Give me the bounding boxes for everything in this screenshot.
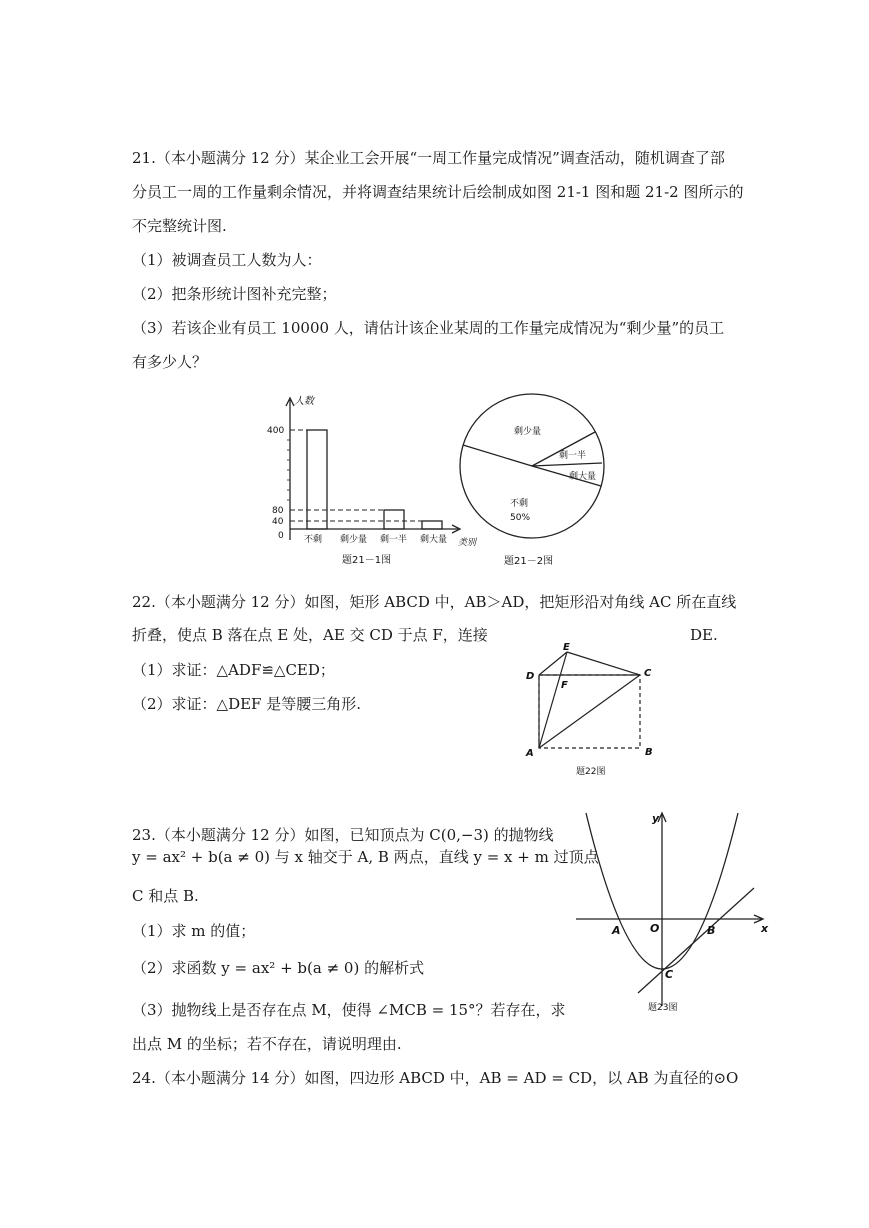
q23-sub3b: 出点 M 的坐标；若不存在，请说明理由. bbox=[132, 1035, 402, 1053]
q23-line1: 23.（本小题满分 12 分）如图，已知顶点为 C(0,−3) 的抛物线 bbox=[132, 826, 554, 844]
q22-line2a: 折叠，使点 B 落在点 E 处，AE 交 CD 于点 F，连接 bbox=[132, 626, 488, 644]
cat-sheng-daliang: 剩大量 bbox=[420, 535, 448, 545]
q23-line2: y = ax² + b(a ≠ 0) 与 x 轴交于 A, B 两点，直线 y = x + m 过顶点 bbox=[132, 848, 599, 866]
tick-0: 0 bbox=[278, 531, 284, 541]
pie-chart-21-2 bbox=[452, 384, 612, 572]
q21-sub3: （3）若该企业有员工 10000 人，请估计该企业某周的工作量完成情况为“剩少量”的员工 bbox=[132, 319, 725, 337]
diagonal-ac bbox=[539, 675, 640, 748]
bar-bu-sheng bbox=[307, 430, 327, 529]
q23-line3: C 和点 B. bbox=[132, 887, 199, 905]
q22-line2b: DE. bbox=[690, 626, 718, 644]
segment-de bbox=[539, 652, 567, 675]
caption-23: 题23图 bbox=[648, 1003, 678, 1013]
point-e: E bbox=[563, 642, 570, 653]
label-b: B bbox=[707, 924, 716, 937]
q22-sub1: （1）求证：△ADF≌△CED； bbox=[132, 661, 335, 679]
pie-divider-4 bbox=[532, 463, 602, 466]
label-a: A bbox=[612, 924, 621, 937]
q22-sub2: （2）求证：△DEF 是等腰三角形. bbox=[132, 695, 362, 713]
q24-line1: 24.（本小题满分 14 分）如图，四边形 ABCD 中，AB = AD = CD，以 AB 为直径的⊙O bbox=[132, 1069, 739, 1087]
segment-ae bbox=[539, 652, 567, 748]
line-y-x-m bbox=[638, 888, 754, 993]
cat-sheng-yiban: 剩一半 bbox=[380, 535, 408, 545]
pie-label-sheng-shaoliang: 剩少量 bbox=[514, 427, 542, 437]
cat-bu-sheng: 不剩 bbox=[304, 535, 323, 545]
pie-label-sheng-daliang: 剩大量 bbox=[569, 472, 597, 482]
label-x: x bbox=[761, 922, 769, 935]
point-b: B bbox=[645, 747, 653, 758]
q21-line1: 21.（本小题满分 12 分）某企业工会开展“一周工作量完成情况”调查活动，随机调查了部 bbox=[132, 149, 725, 167]
q23-sub3: （3）抛物线上是否存在点 M，使得 ∠MCB = 15°？若存在，求 bbox=[132, 1001, 566, 1019]
q21-sub1: （1）被调查员工人数为人： bbox=[132, 251, 322, 269]
figure-23 bbox=[572, 808, 772, 1013]
label-c: C bbox=[665, 968, 674, 981]
point-c: C bbox=[644, 668, 652, 679]
pie-label-percent: 50% bbox=[510, 513, 531, 523]
q21-sub2: （2）把条形统计图补充完整； bbox=[132, 285, 337, 303]
pie-label-sheng-yiban: 剩一半 bbox=[559, 451, 587, 461]
q21-line3: 不完整统计图. bbox=[132, 217, 227, 235]
x-axis-label: 类别 bbox=[458, 538, 477, 548]
segment-ec bbox=[567, 652, 640, 675]
y-axis-label: 人数 bbox=[294, 396, 314, 407]
pie-divider-1 bbox=[463, 445, 532, 466]
point-d: D bbox=[526, 671, 535, 682]
tick-40: 40 bbox=[272, 517, 284, 527]
q22-line1: 22.（本小题满分 12 分）如图，矩形 ABCD 中，AB＞AD，把矩形沿对角线 AC 所在直线 bbox=[132, 593, 737, 611]
caption-22: 题22图 bbox=[576, 767, 606, 777]
q21-sub3b: 有多少人？ bbox=[132, 353, 208, 371]
tick-80: 80 bbox=[272, 506, 284, 516]
figure-22 bbox=[520, 638, 670, 778]
bar-chart-21-1 bbox=[262, 392, 482, 567]
caption-21-1: 题21－1图 bbox=[342, 555, 392, 566]
label-y: y bbox=[652, 812, 660, 825]
label-o: O bbox=[650, 922, 660, 935]
point-f: F bbox=[561, 680, 568, 691]
q23-sub2: （2）求函数 y = ax² + b(a ≠ 0) 的解析式 bbox=[132, 959, 425, 977]
pie-label-bu-sheng: 不剩 bbox=[510, 499, 529, 509]
point-a: A bbox=[526, 748, 534, 759]
tick-400: 400 bbox=[267, 426, 285, 436]
cat-sheng-shaoliang: 剩少量 bbox=[340, 535, 368, 545]
q23-sub1: （1）求 m 的值； bbox=[132, 922, 256, 940]
caption-21-2: 题21－2图 bbox=[504, 556, 554, 567]
bar-sheng-yiban bbox=[384, 510, 404, 529]
q21-line2: 分员工一周的工作量剩余情况，并将调查结果统计后绘制成如图 21-1 图和题 21-2 图所示的 bbox=[132, 183, 744, 201]
bar-sheng-daliang bbox=[422, 521, 442, 529]
